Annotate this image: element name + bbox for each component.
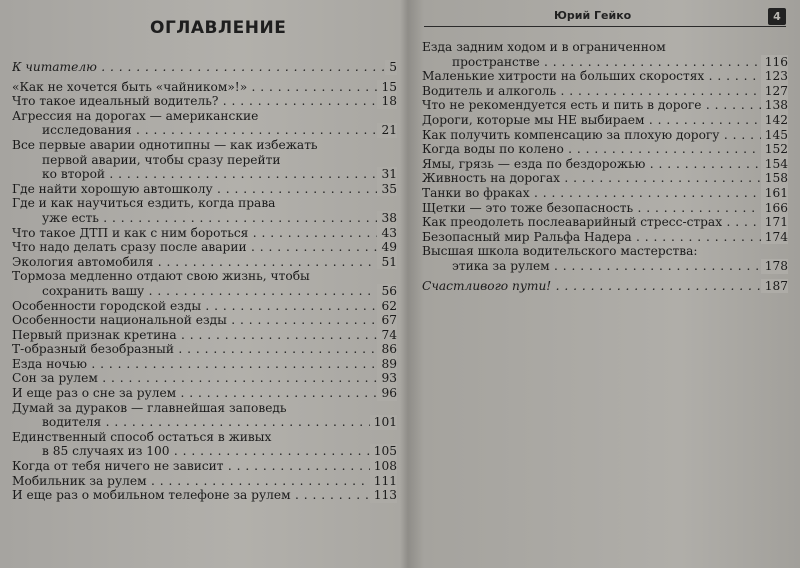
toc-entry-title-line: Где и как научиться ездить, когда права [12,196,276,211]
toc-entry-page: 108 [370,459,397,474]
toc-entry [12,474,397,489]
toc-entry-title-line: Сон за рулем . . . [12,371,397,386]
toc-entry [12,182,397,197]
toc-entry-page: 178 [761,259,788,274]
toc-entry-page: 21 [377,123,397,138]
toc-entry-title-line: Маленькие хитрости на больших скоростях . . . [422,69,788,84]
toc-entry-title-line: Езда задним ходом и в ограниченном [422,40,666,54]
toc-entry-title-line: Счастливого пути! . . . [422,279,788,294]
toc-entry [422,244,788,273]
toc-entry [12,342,397,357]
toc-entry-page: 187 [761,279,788,294]
toc-entry [12,313,397,328]
toc-entry [12,80,397,95]
toc-entry [12,299,397,314]
toc-entry [12,371,397,386]
toc-entry-title-line: Ямы, грязь — езда по бездорожью . . . [422,157,788,172]
toc-entry [12,386,397,401]
toc-entry [422,142,788,157]
toc-entry [422,279,788,294]
toc-entry-title-line: Экология автомобиля . . . [12,255,397,270]
toc-title: ОГЛАВЛЕНИЕ [150,18,287,38]
toc-entry-page: 174 [761,230,788,245]
toc-entry [12,60,397,75]
toc-entry [12,255,397,270]
toc-entry [422,128,788,143]
toc-entry [422,201,788,216]
toc-entry-title-line: Танки во фраках . . . [422,186,788,201]
toc-entry-title-line: Когда от тебя ничего не зависит . . . [12,459,397,474]
toc-entry [12,109,397,138]
toc-list-right [422,40,788,293]
toc-entry-title-line: К читателю . . . [12,60,397,75]
toc-entry-title-line: Мобильник за рулем . . . [12,474,397,489]
toc-entry-page: 89 [377,357,397,372]
toc-entry [422,98,788,113]
toc-entry-title-line: Первый признак кретина . . . [12,328,397,343]
toc-entry-title-line: Что такое идеальный водитель? . . . [12,94,397,109]
toc-entry-title-line: Безопасный мир Ральфа Надера . . . [422,230,788,245]
toc-entry-page: 5 [385,60,397,75]
toc-entry-title-line: исследования . . . [12,123,397,138]
toc-entry [12,401,397,430]
toc-entry-page: 43 [377,226,397,241]
toc-entry [422,171,788,186]
right-page [412,0,800,568]
toc-entry-title-line: Особенности городской езды . . . [12,299,397,314]
toc-entry-page: 96 [377,386,397,401]
toc-entry [12,196,397,225]
toc-entry-title-line: Что не рекомендуется есть и пить в дороге . . . [422,98,788,113]
toc-entry [422,113,788,128]
toc-entry-title-line: Высшая школа водительского мастерства: [422,244,698,259]
toc-entry-page: 67 [377,313,397,328]
toc-entry-page: 158 [761,171,788,186]
toc-entry [12,226,397,241]
toc-entry-title-line: Щетки — это тоже безопасность . . . [422,201,788,216]
toc-entry [12,138,397,182]
toc-entry [12,459,397,474]
toc-entry-page: 113 [370,488,397,503]
page-number: 4 [768,8,786,25]
toc-entry-title-line: этика за рулем . . . [422,259,788,274]
toc-entry-page: 93 [377,371,397,386]
toc-entry-page: 116 [761,55,788,70]
toc-entry-title-line: Водитель и алкоголь . . . [422,84,788,99]
toc-entry-title-line: И еще раз о сне за рулем . . . [12,386,397,401]
toc-entry-title-line: Единственный способ остаться в живых [12,429,272,444]
toc-entry-page: 145 [761,128,788,143]
toc-entry [12,328,397,343]
toc-entry-title-line: Дороги, которые мы НЕ выбираем . . . [422,113,788,128]
toc-entry-page: 152 [761,142,788,157]
author-name: Юрий Гейко [554,9,632,22]
toc-entry [12,240,397,255]
toc-entry [422,186,788,201]
toc-entry-title-line: Агрессия на дорогах — американские [12,108,259,123]
toc-entry-title-line: Как преодолеть послеаварийный стресс-страх . . . [422,215,788,230]
toc-entry-title-line: Тормоза медленно отдают свою жизнь, чтобы [12,269,310,284]
toc-entry [422,157,788,172]
toc-entry [12,269,397,298]
toc-entry-page: 101 [370,415,397,430]
toc-entry-title-line: Все первые аварии однотипны — как избежать [12,137,318,152]
toc-entry-page: 111 [370,474,397,489]
toc-entry [12,488,397,503]
toc-entry-page: 161 [761,186,788,201]
toc-entry-page: 127 [761,84,788,99]
toc-entry-title-line: в 85 случаях из 100 . . . [12,444,397,459]
toc-entry-page: 51 [377,255,397,270]
toc-entry-title-line: Когда воды по колено . . . [422,142,788,157]
toc-entry-page: 154 [761,157,788,172]
toc-entry-page: 138 [761,98,788,113]
toc-entry-title-line: пространстве . . . [422,55,788,70]
toc-entry-page: 38 [377,211,397,226]
toc-entry-title-line: водителя . . . [12,415,397,430]
toc-entry-title-line: первой аварии, чтобы сразу перейти [42,152,281,167]
toc-entry-title-line: Езда ночью . . . [12,357,397,372]
toc-entry [422,215,788,230]
toc-entry [422,84,788,99]
toc-list-left [12,60,397,503]
toc-entry-page: 62 [377,299,397,314]
toc-entry-title-line: уже есть . . . [12,211,397,226]
running-head [424,8,786,27]
toc-entry-title-line: И еще раз о мобильном телефоне за рулем . . . [12,488,397,503]
toc-entry-title-line: Т-образный безобразный . . . [12,342,397,357]
toc-entry-page: 56 [377,284,397,299]
toc-entry-title-line: Живность на дорогах . . . [422,171,788,186]
toc-entry-title-line: ко второй . . . [12,167,397,182]
toc-entry [12,357,397,372]
toc-entry-page: 123 [761,69,788,84]
toc-entry-page: 15 [377,80,397,95]
toc-entry-page: 18 [377,94,397,109]
toc-entry-page: 74 [377,328,397,343]
toc-entry [422,69,788,84]
toc-entry-page: 105 [370,444,397,459]
toc-entry [422,40,788,69]
toc-entry-title-line: Где найти хорошую автошколу . . . [12,182,397,197]
toc-entry-title-line: Особенности национальной езды . . . [12,313,397,328]
toc-entry-title-line: Что такое ДТП и как с ним бороться . . . [12,226,397,241]
toc-entry [12,430,397,459]
toc-entry-title-line: сохранить вашу . . . [12,284,397,299]
toc-entry-page: 86 [377,342,397,357]
toc-entry-page: 171 [761,215,788,230]
toc-entry-page: 166 [761,201,788,216]
toc-entry [12,94,397,109]
toc-entry-title-line: Что надо делать сразу после аварии . . . [12,240,397,255]
toc-entry-page: 31 [377,167,397,182]
toc-entry-page: 49 [377,240,397,255]
toc-entry-title-line: Как получить компенсацию за плохую дорогу . . . [422,128,788,143]
toc-entry-title-line: Думай за дураков — главнейшая заповедь [12,400,287,415]
toc-entry-page: 142 [761,113,788,128]
toc-entry [422,230,788,245]
toc-entry-page: 35 [377,182,397,197]
toc-entry-title-line: «Как не хочется быть «чайником»!» . . . [12,80,397,95]
